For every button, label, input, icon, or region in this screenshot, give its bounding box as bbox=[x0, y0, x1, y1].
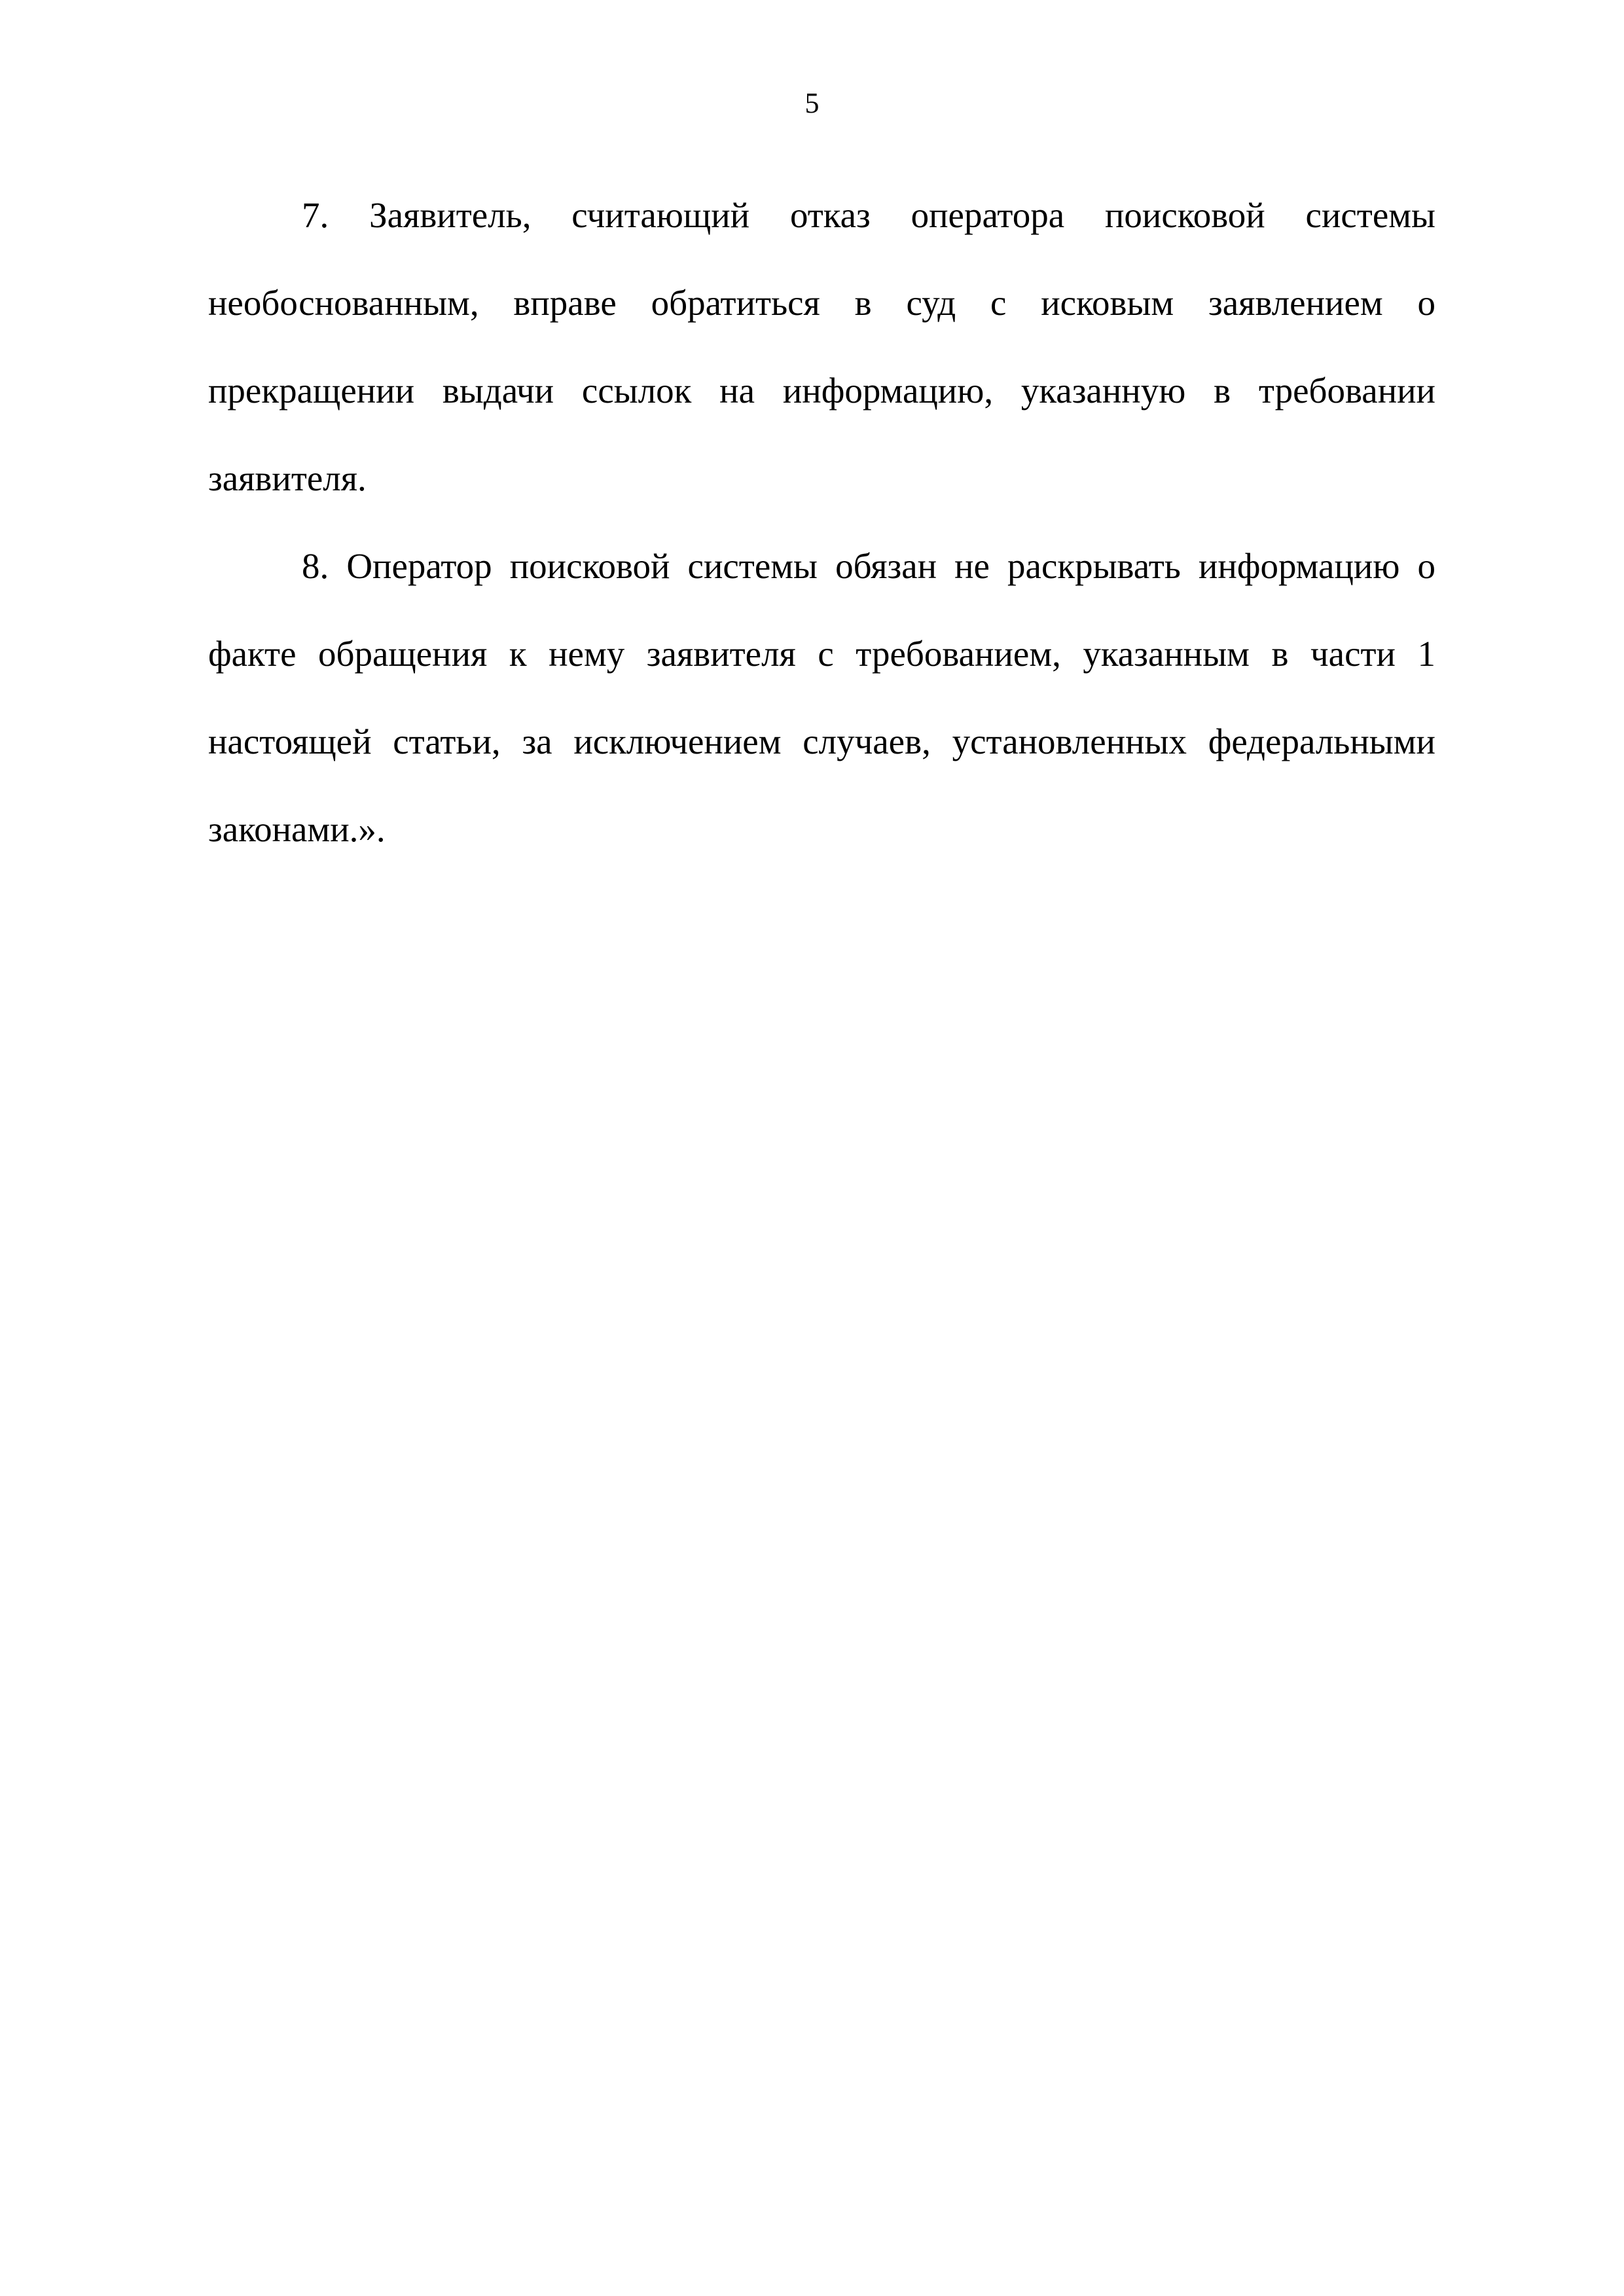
paragraph-8: 8. Оператор поисковой системы обязан не раскрывать информацию о факте обращения к нему заявителя с требованием, указанным в части 1 настоящей статьи, за исключением случаев, установленных федеральными законами.». bbox=[208, 546, 1435, 849]
paragraph-7: 7. Заявитель, считающий отказ оператора поисковой системы необоснованным, вправе обратиться в суд с исковым заявлением о прекращении выдачи ссылок на информацию, указанную в требовании заявителя. bbox=[208, 195, 1435, 498]
page-number: 5 bbox=[804, 87, 820, 119]
document-body bbox=[208, 172, 1435, 873]
